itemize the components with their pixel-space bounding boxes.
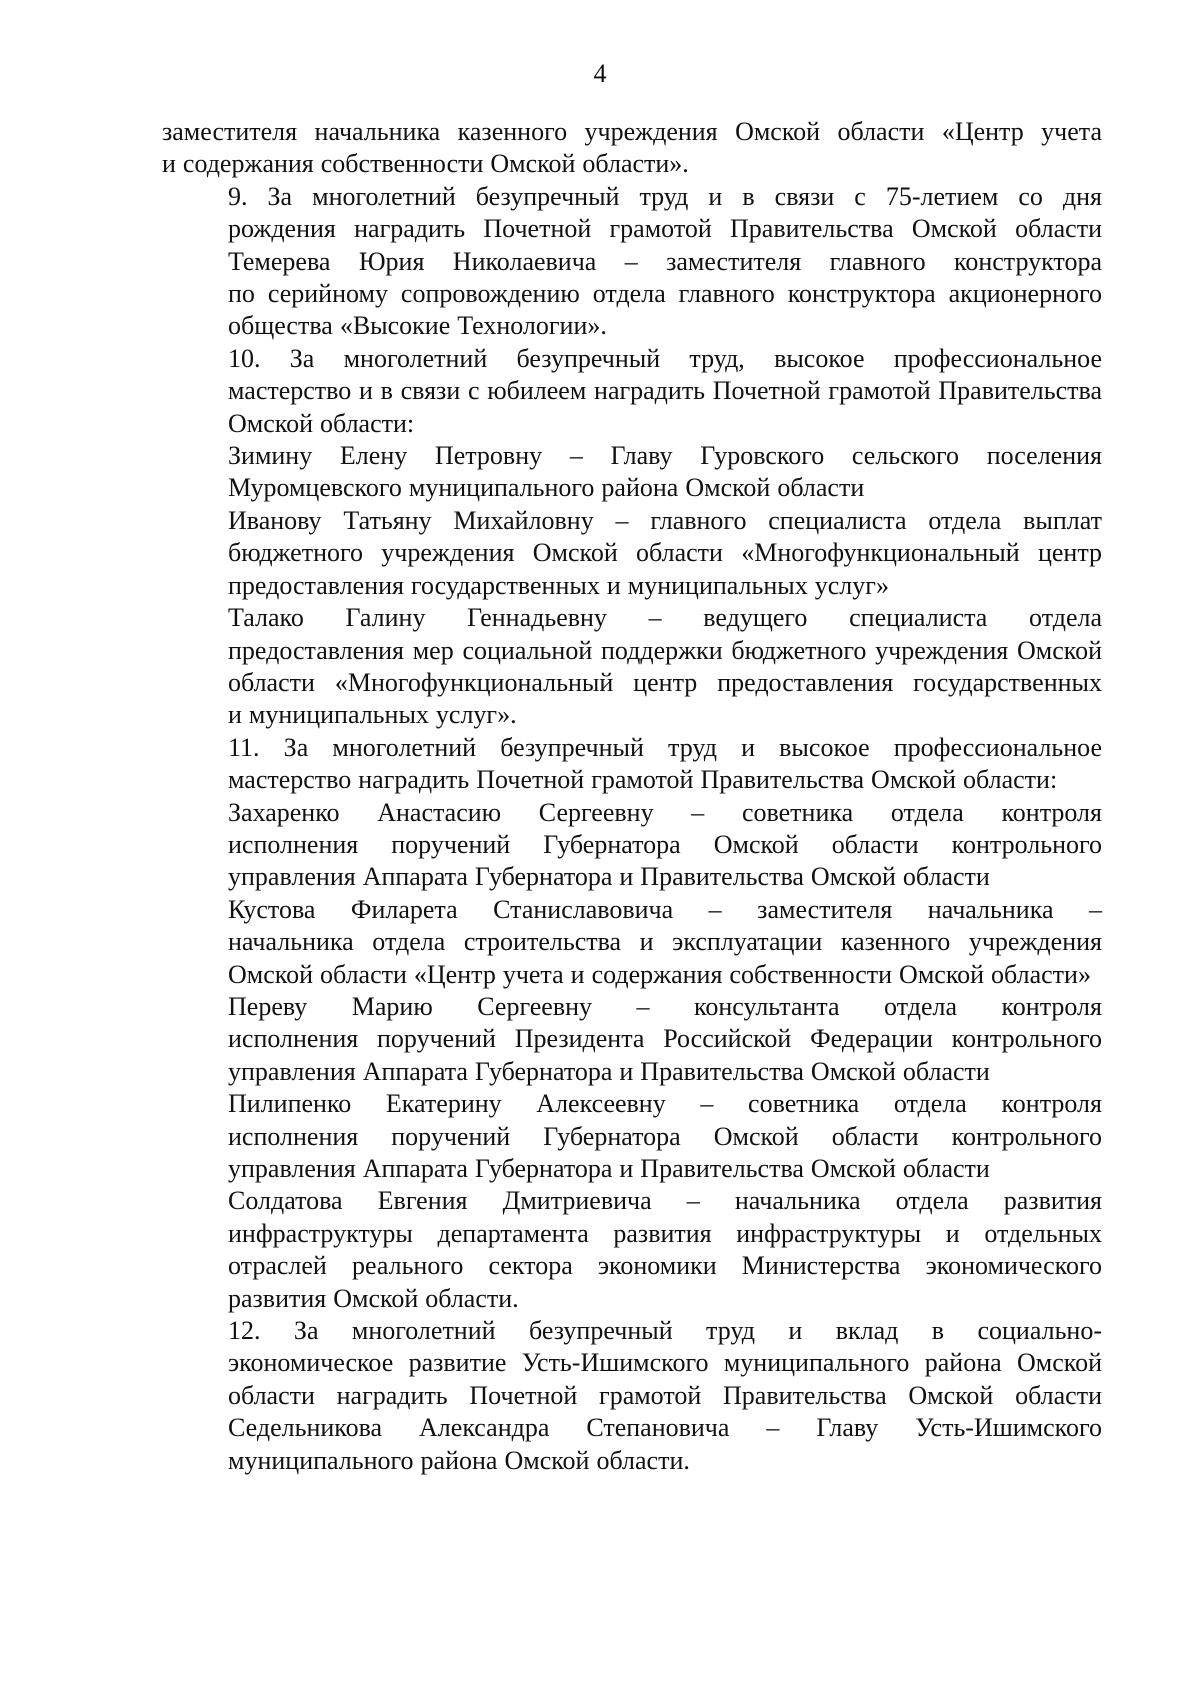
text-line: исполнения поручений Президента Российской Федерации контрольного	[228, 1024, 1102, 1054]
paragraph-12	[162, 1185, 1102, 1315]
text-line: Муромцевского муниципального района Омской области	[228, 473, 865, 503]
paragraph-13	[162, 1315, 1102, 1477]
text-line: области «Многофункциональный центр предоставления государственных	[228, 667, 1102, 697]
text-line: экономическое развитие Усть-Ишимского муниципального района Омской	[228, 1348, 1102, 1378]
text-line: развития Омской области.	[228, 1283, 519, 1313]
text-line: мастерство и в связи с юбилеем наградить Почетной грамотой Правительства	[228, 376, 1102, 406]
text-line: исполнения поручений Губернатора Омской области контрольного	[228, 829, 1102, 859]
paragraph-8	[162, 797, 1102, 894]
text-line: предоставления государственных и муниципальных услуг»	[228, 570, 889, 600]
text-line: Иванову Татьяну Михайловну – главного специалиста отдела выплат	[228, 505, 1102, 535]
text-line: Зимину Елену Петровну – Главу Гуровского сельского поселения	[228, 441, 1102, 471]
paragraph-4	[162, 440, 1102, 505]
paragraph-3	[162, 343, 1102, 440]
paragraph-5	[162, 505, 1102, 602]
text-line: Омской области:	[228, 408, 415, 438]
paragraph-7	[162, 732, 1102, 797]
text-line: общества «Высокие Технологии».	[228, 311, 607, 341]
text-line: Талако Галину Геннадьевну – ведущего специалиста отдела	[228, 603, 1102, 633]
document-body	[162, 116, 1102, 1477]
text-line: исполнения поручений Губернатора Омской области контрольного	[228, 1121, 1102, 1151]
text-line: 10. За многолетний безупречный труд, высокое профессиональное	[228, 343, 1102, 373]
text-line: управления Аппарата Губернатора и Правительства Омской области	[228, 862, 990, 892]
text-line: Омской области «Центр учета и содержания собственности Омской области»	[228, 959, 1091, 989]
text-line: инфраструктуры департамента развития инфраструктуры и отдельных	[228, 1218, 1102, 1248]
text-line: мастерство наградить Почетной грамотой Правительства Омской области:	[228, 765, 1058, 795]
text-line: бюджетного учреждения Омской области «Многофункциональный центр	[228, 538, 1102, 568]
text-line: предоставления мер социальной поддержки бюджетного учреждения Омской	[228, 635, 1102, 665]
text-line: Переву Марию Сергеевну – консультанта отдела контроля	[228, 991, 1102, 1021]
paragraph-2	[162, 181, 1102, 343]
text-line: Захаренко Анастасию Сергеевну – советника отдела контроля	[228, 797, 1102, 827]
text-line: Кустова Филарета Станиславовича – заместителя начальника –	[228, 894, 1102, 924]
paragraph-9	[162, 894, 1102, 991]
paragraph-1	[162, 116, 1102, 181]
text-line: отраслей реального сектора экономики Министерства экономического	[228, 1251, 1102, 1281]
text-line: заместителя начальника казенного учреждения Омской области «Центр учета	[162, 117, 1102, 146]
text-line: области наградить Почетной грамотой Правительства Омской области	[228, 1380, 1102, 1410]
text-line: начальника отдела строительства и эксплуатации казенного учреждения	[228, 927, 1102, 957]
text-line: 11. За многолетний безупречный труд и высокое профессиональное	[228, 732, 1102, 762]
text-line: 12. За многолетний безупречный труд и вклад в социально-	[228, 1316, 1102, 1346]
page-number: 4	[593, 59, 607, 88]
text-line: по серийному сопровождению отдела главного конструктора акционерного	[228, 279, 1102, 309]
text-line: Седельникова Александра Степановича – Главу Усть-Ишимского	[228, 1413, 1102, 1443]
text-line: Пилипенко Екатерину Алексеевну – советника отдела контроля	[228, 1089, 1102, 1119]
text-line: муниципального района Омской области.	[228, 1445, 690, 1475]
text-line: Солдатова Евгения Дмитриевича – начальника отдела развития	[228, 1186, 1102, 1216]
text-line: Темерева Юрия Николаевича – заместителя главного конструктора	[228, 246, 1102, 276]
text-line: и муниципальных услуг».	[228, 700, 517, 730]
paragraph-6	[162, 602, 1102, 732]
text-line: управления Аппарата Губернатора и Правительства Омской области	[228, 1154, 990, 1183]
text-line: управления Аппарата Губернатора и Правительства Омской области	[228, 1056, 990, 1086]
text-line: 9. За многолетний безупречный труд и в связи с 75-летием со дня	[228, 181, 1102, 211]
text-line: рождения наградить Почетной грамотой Правительства Омской области	[228, 214, 1102, 244]
text-line: и содержания собственности Омской области».	[162, 149, 689, 179]
paragraph-11	[162, 1088, 1102, 1185]
paragraph-10	[162, 991, 1102, 1088]
